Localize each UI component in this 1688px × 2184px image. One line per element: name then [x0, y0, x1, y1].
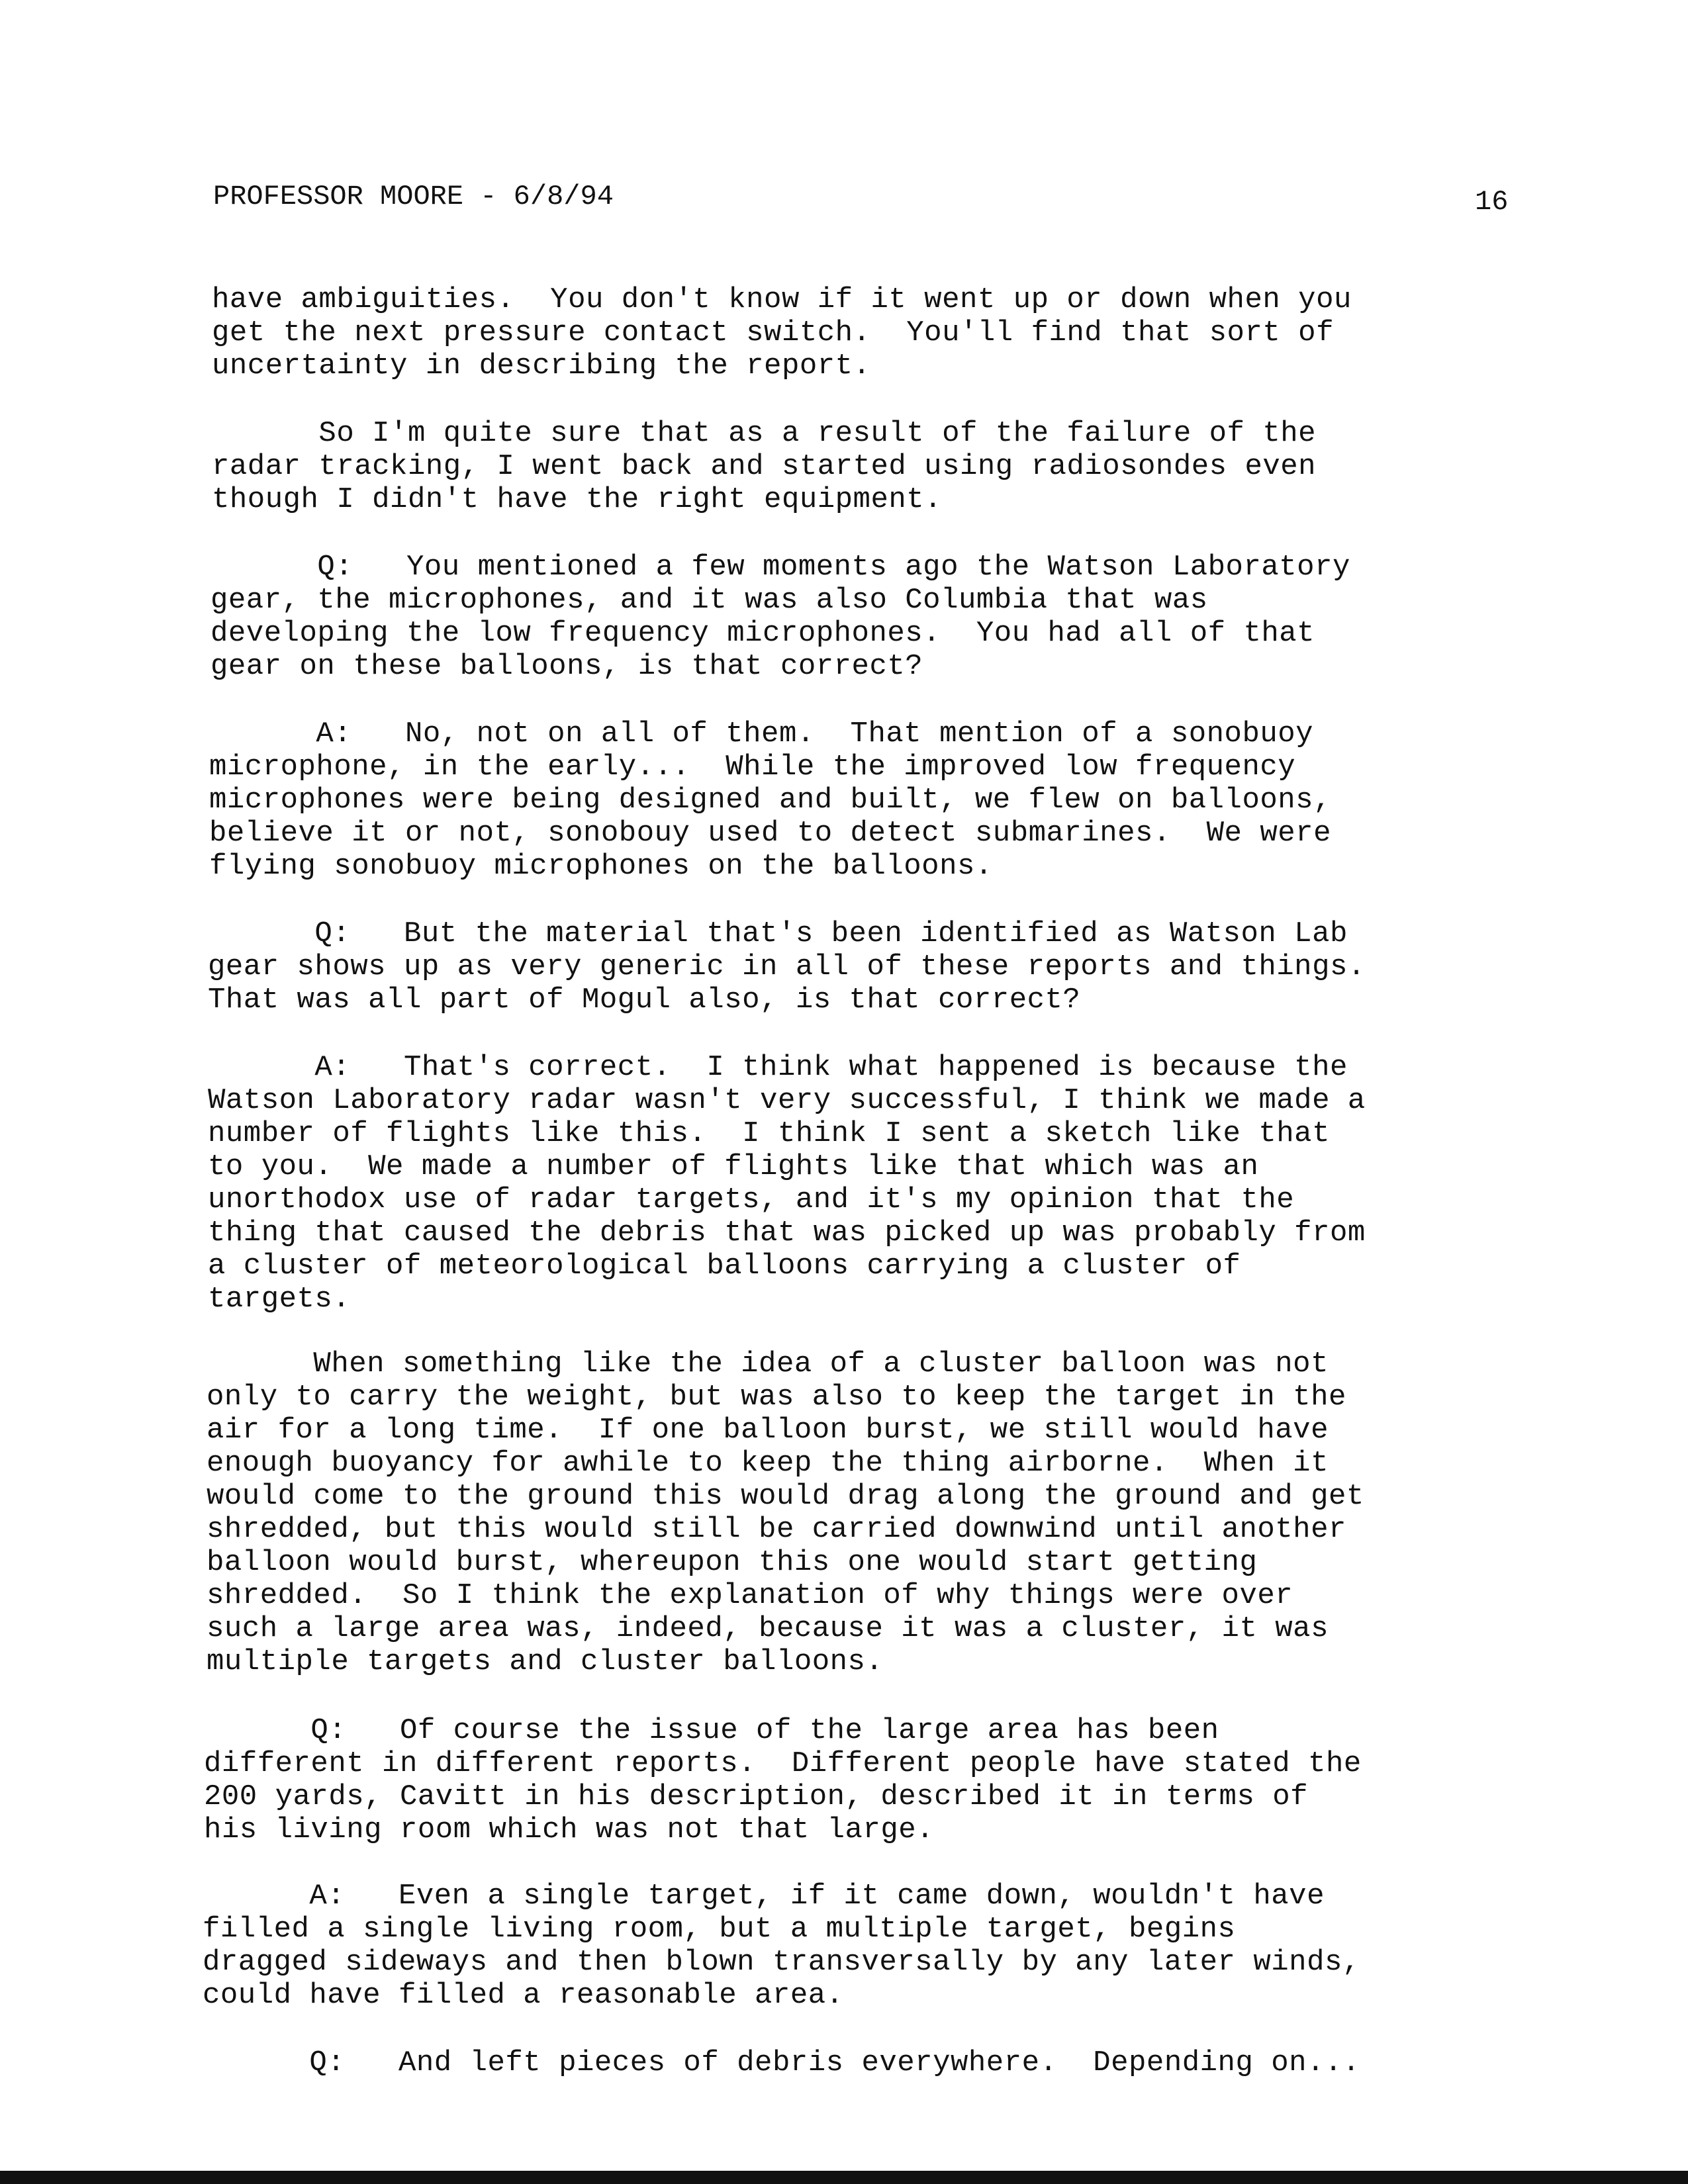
paragraph-6: A: That's correct. I think what happened is because the Watson Laboratory radar wasn't very successful, I think we made a number of flights like this. I think I sent a sketch like that to you. We made a number of flights like that which was an unorthodox use of radar targets, and it's my opinion that the thing that caused the debris that was picked up was probably from a cluster of meteorological balloons carrying a cluster of targets.: [208, 1051, 1366, 1316]
paragraph-10: Q: And left pieces of debris everywhere. Depending on...: [203, 2046, 1360, 2079]
scan-bottom-edge: [0, 2171, 1688, 2184]
paragraph-5: Q: But the material that's been identified as Watson Lab gear shows up as very generic in all of these reports and things. That was all part of Mogul also, is that correct?: [208, 917, 1366, 1017]
paragraph-7: When something like the idea of a cluster balloon was not only to carry the weight, but was also to keep the target in the air for a long time. If one balloon burst, we still would have enough buoyancy for awhile to keep the thing airborne. When it would come to the ground this would drag along the ground and get shredded, but this would still be carried downwind until another balloon would burst, whereupon this one would start getting shredded. So I think the explanation of why things were over such a large area was, indeed, because it was a cluster, it was multiple targets and cluster balloons.: [207, 1347, 1364, 1678]
paragraph-9: A: Even a single target, if it came down, wouldn't have filled a single living room, but a multiple target, begins dragged sideways and then blown transversally by any later winds, could have filled a reasonable area.: [203, 1880, 1360, 2012]
paragraph-1: have ambiguities. You don't know if it went up or down when you get the next pressure contact switch. You'll find that sort of uncertainty in describing the report.: [212, 283, 1352, 383]
paragraph-4: A: No, not on all of them. That mention of a sonobuoy microphone, in the early... While the improved low frequency microphones were being designed and built, we flew on balloons, believe it or not, sonobouy used to detect submarines. We were flying sonobuoy microphones on the balloons.: [209, 717, 1331, 883]
header-title: PROFESSOR MOORE - 6/8/94: [213, 181, 614, 212]
paragraph-8: Q: Of course the issue of the large area has been different in different reports. Different people have stated the 200 yards, Cavitt in his description, described it in terms of his living room which was not that large.: [204, 1714, 1362, 1846]
paragraph-2: So I'm quite sure that as a result of the failure of the radar tracking, I went back and started using radiosondes even though I didn't have the right equipment.: [212, 417, 1317, 516]
page-number: 16: [1475, 186, 1509, 218]
paragraph-3: Q: You mentioned a few moments ago the Watson Laboratory gear, the microphones, and it was also Columbia that was developing the low frequency microphones. You had all of that gear on these balloons, is that correct?: [211, 551, 1350, 683]
